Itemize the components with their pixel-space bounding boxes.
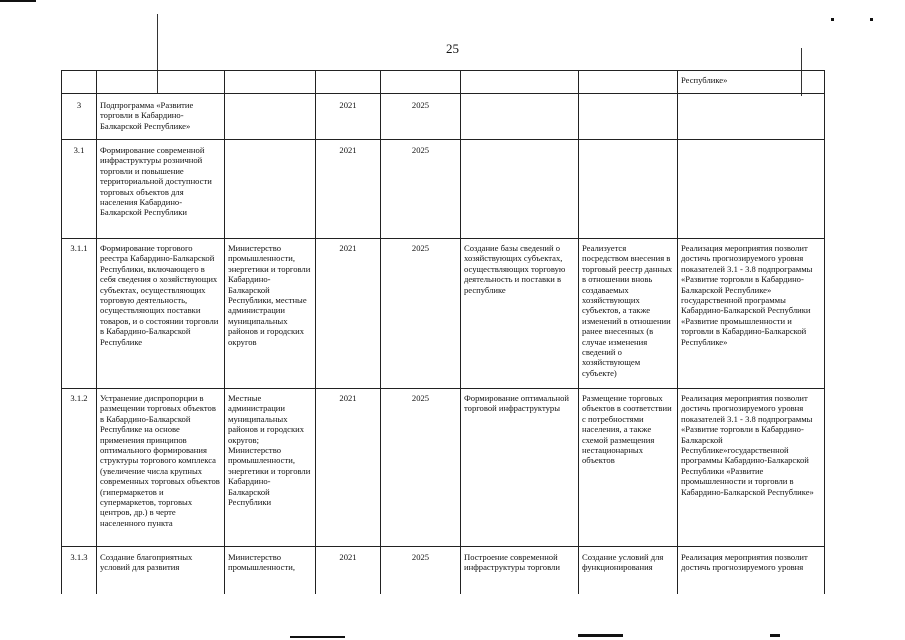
cell-end-year: 2025	[381, 94, 461, 140]
cell-result: Формирование оптимальной торговой инфраструктуры	[461, 389, 579, 547]
cell-start-year: 2021	[316, 547, 381, 595]
cell-relation: Республике»	[678, 71, 825, 94]
cell-description	[579, 140, 678, 239]
cell-description: Создание условий для функционирования	[579, 547, 678, 595]
table-row	[62, 389, 825, 547]
cell-result: Создание базы сведений о хозяйствующих субъектах, осуществляющих торговую деятельность и поставки в республике	[461, 239, 579, 389]
cell-end-year: 2025	[381, 239, 461, 389]
cell-result	[461, 140, 579, 239]
page-number: 25	[446, 41, 459, 56]
cell-result	[461, 94, 579, 140]
cell-relation: Реализация мероприятия позволит достичь прогнозируемого уровня показателей 3.1 - 3.8 подпрограммы «Развитие торговли в Кабардино-Балкарской Республике»государственной программы Кабардино-Балкарской Республики «Развитие промышленности и торговли в Кабардино-Балкарской Республике»	[678, 389, 825, 547]
cell-end-year: 2025	[381, 140, 461, 239]
cell-number: 3	[62, 94, 97, 140]
cell-executor	[225, 140, 316, 239]
cell-executor: Местные администрации муниципальных районов и городских округов; Министерство промышленности, энергетики и торговли Кабардино-Балкарской Республики	[225, 389, 316, 547]
cell-name: Создание благоприятных условий для развития	[97, 547, 225, 595]
scan-mark-top-left	[0, 0, 36, 2]
cell-description: Реализуется посредством внесения в торговый реестр данных в отношении вновь создаваемых хозяйствующих субъектов, а также изменений в отношении ранее внесенных (в случае изменения сведений о хозяйствующем субъекте)	[579, 239, 678, 389]
cell-start-year: 2021	[316, 389, 381, 547]
cell-name: Формирование торгового реестра Кабардино-Балкарской Республики, включающего в себя сведения о хозяйствующих субъектах, осуществляющих торговую деятельность, осуществляющих поставки товаров, и о состоянии торговли в Кабардино-Балкарской Республике	[97, 239, 225, 389]
table-row	[62, 140, 825, 239]
scan-mark-bottom	[290, 636, 345, 638]
cell-start-year: 2021	[316, 239, 381, 389]
table-row	[62, 547, 825, 595]
table-row-continuation	[62, 71, 825, 94]
cell-name: Формирование современной инфраструктуры розничной торговли и повышение территориальной доступности торговых объектов для населения Кабардино-Балкарской Республики	[97, 140, 225, 239]
cell-name: Устранение диспропорции в размещении торговых объектов в Кабардино-Балкарской Республике на основе применения принципов оптимального формирования структуры торгового комплекса (увеличение числа крупных современных торговых объектов (гипермаркетов и супермаркетов, торговых центров, др.) в черте населенного пункта	[97, 389, 225, 547]
cell-relation: Реализация мероприятия позволит достичь прогнозируемого уровня	[678, 547, 825, 595]
cell-relation: Реализация мероприятия позволит достичь прогнозируемого уровня показателей 3.1 - 3.8 подпрограммы «Развитие торговли в Кабардино-Балкарской Республике» государственной программы Кабардино-Балкарской Республики «Развитие промышленности и торговли в Кабардино-Балкарской Республике»	[678, 239, 825, 389]
cell-start-year: 2021	[316, 94, 381, 140]
table-row	[62, 94, 825, 140]
cell-number: 3.1.1	[62, 239, 97, 389]
cell-executor	[225, 94, 316, 140]
cell-number: 3.1.3	[62, 547, 97, 595]
table-row	[62, 239, 825, 389]
scan-mark-bottom	[578, 634, 623, 637]
cell-number: 3.1	[62, 140, 97, 239]
cell-relation	[678, 140, 825, 239]
cell-description	[579, 94, 678, 140]
cell-description: Размещение торговых объектов в соответствии с потребностями населения, а также схемой размещения нестационарных объектов	[579, 389, 678, 547]
cell-number: 3.1.2	[62, 389, 97, 547]
cell-executor: Министерство промышленности, энергетики и торговли Кабардино-Балкарской Республики, местные администрации муниципальных районов и городских округов	[225, 239, 316, 389]
scan-mark-bottom	[770, 634, 780, 637]
cell-end-year: 2025	[381, 547, 461, 595]
cell-name: Подпрограмма «Развитие торговли в Кабардино-Балкарской Республике»	[97, 94, 225, 140]
cell-relation	[678, 94, 825, 140]
activities-table	[61, 70, 825, 594]
cell-result: Построение современной инфраструктуры торговли	[461, 547, 579, 595]
cell-start-year: 2021	[316, 140, 381, 239]
scan-mark-dot	[831, 18, 834, 21]
cell-end-year: 2025	[381, 389, 461, 547]
cell-executor: Министерство промышленности,	[225, 547, 316, 595]
scan-mark-dot	[870, 18, 873, 21]
